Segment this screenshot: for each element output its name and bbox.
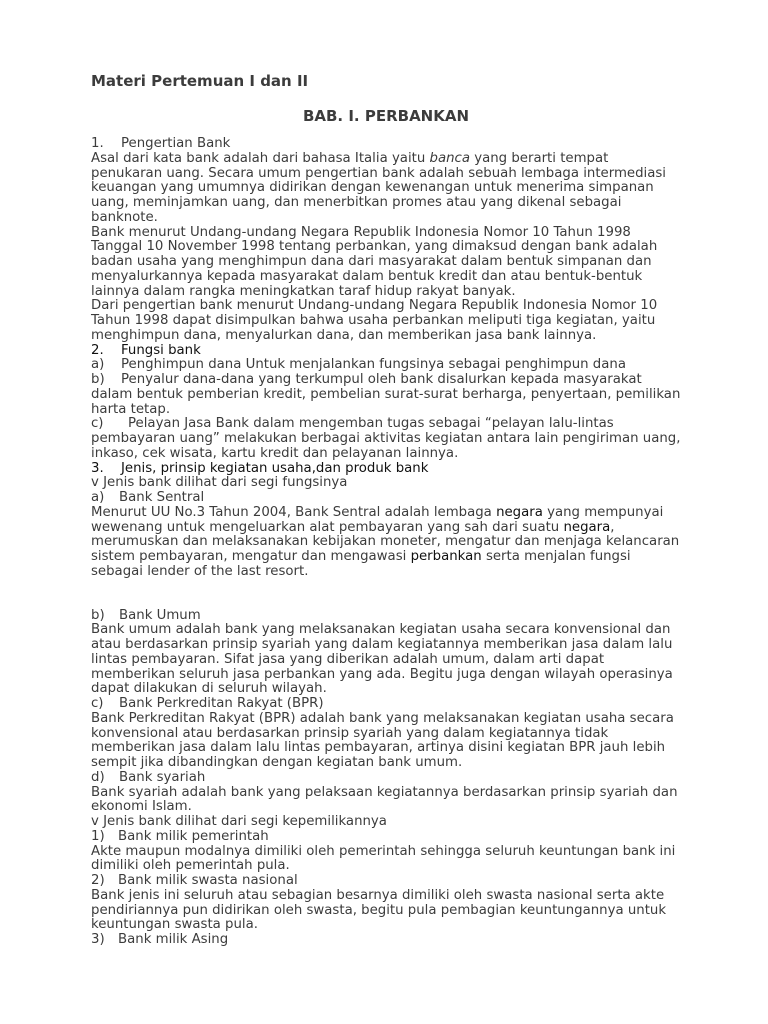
list-item: c) Bank Perkreditan Rakyat (BPR): [91, 696, 324, 711]
paragraph-line: Menurut UU No.3 Tahun 2004, Bank Sentral adalah lembaga negara yang mempunyai: [91, 504, 664, 520]
paragraph-line: badan usaha yang menghimpun dana dari masyarakat dalam bentuk simpanan dan: [91, 254, 652, 269]
paragraph-line: Asal dari kata bank adalah dari bahasa Italia yaitu banca yang berarti tempat: [91, 150, 609, 166]
paragraph-line: dapat dilakukan di seluruh wilayah.: [91, 681, 327, 697]
list-item: c) Pelayan Jasa Bank dalam mengemban tugas sebagai “pelayan lalu-lintas: [91, 416, 614, 432]
paragraph-line: ekonomi Islam.: [91, 799, 192, 815]
paragraph-line: Bank umum adalah bank yang melaksanakan kegiatan usaha secara konvensional dan: [91, 622, 671, 638]
list-item: d) Bank syariah: [91, 769, 206, 785]
paragraph-line: menyalurkannya kepada masyarakat dalam bentuk kredit dan atau bentuk-bentuk: [91, 268, 643, 284]
link-negara: negara: [563, 519, 611, 535]
paragraph-line: dalam bentuk pemberian kredit, pembelian surat-surat berharga, penyertaan, pemilikan: [91, 386, 681, 402]
document-body: [91, 137, 681, 948]
list-item: 1) Bank milik pemerintah: [91, 828, 269, 844]
subheading: v Jenis bank dilihat dari segi fungsinya: [91, 475, 348, 491]
paragraph-line: uang, meminjamkan uang, dan menerbitkan promes atau yang dikenal sebagai: [91, 195, 622, 210]
paragraph-line: pendiriannya pun didirikan oleh swasta, begitu pula pembagian keuntungannya untuk: [91, 902, 667, 918]
section-heading: 3. Jenis, prinsip kegiatan usaha,dan produk bank: [91, 460, 429, 476]
section-heading: 1. Pengertian Bank: [91, 136, 231, 151]
paragraph-line: keuangan yang umumnya didirikan dengan kewenangan untuk menerima simpanan: [91, 180, 654, 196]
paragraph-line: Bank Perkreditan Rakyat (BPR) adalah bank yang melaksanakan kegiatan usaha secara: [91, 710, 674, 726]
paragraph-line: pembayaran uang” melakukan berbagai aktivitas kegiatan antara lain pengiriman uang,: [91, 431, 681, 446]
paragraph-line: sempit jika dibandingkan dengan kegiatan bank umum.: [91, 755, 463, 770]
paragraph-line: Dari pengertian bank menurut Undang-undang Negara Republik Indonesia Nomor 10: [91, 298, 658, 314]
paragraph-line: penukaran uang. Secara umum pengertian bank adalah sebuah lembaga intermediasi: [91, 165, 666, 181]
list-item: 3) Bank milik Asing: [91, 932, 229, 947]
list-item: b) Bank Umum: [91, 607, 201, 623]
paragraph-line: harta tetap.: [91, 401, 171, 417]
paragraph-line: memberikan jasa dalam lalu lintas pembayaran, artinya disini kegiatan BPR jauh lebih: [91, 740, 666, 756]
paragraph-line: konvensional atau berdasarkan prinsip syariah yang dalam kegiatannya tidak: [91, 725, 609, 741]
paragraph-line: sebagai lender of the last resort.: [91, 563, 309, 579]
link-perbankan: perbankan: [410, 549, 482, 564]
paragraph-line: Tanggal 10 November 1998 tentang perbankan, yang dimaksud dengan bank adalah: [91, 239, 658, 255]
paragraph-line: lintas pembayaran. Sifat jasa yang diberikan adalah umum, dalam arti dapat: [91, 651, 605, 667]
list-item: 2) Bank milik swasta nasional: [91, 873, 298, 888]
paragraph-line: keuntungan swasta pula.: [91, 917, 258, 933]
paragraph-line: wewenang untuk mengeluarkan alat pembayaran yang sah dari suatu negara,: [91, 519, 615, 535]
paragraph-line: banknote.: [91, 209, 158, 225]
paragraph-line: Bank syariah adalah bank yang pelaksaan kegiatannya berdasarkan prinsip syariah dan: [91, 784, 678, 800]
spacer: [91, 580, 681, 609]
paragraph-line: Bank menurut Undang-undang Negara Republik Indonesia Nomor 10 Tahun 1998: [91, 224, 631, 240]
paragraph-line: merumuskan dan melaksanakan kebijakan moneter, mengatur dan menjaga kelancaran: [91, 534, 680, 550]
link-negara: negara: [496, 504, 543, 520]
paragraph-line: atau berdasarkan prinsip syariah yang dalam kegiatannya memberikan jasa dalam lalu: [91, 637, 673, 652]
section-heading: 2. Fungsi bank: [91, 342, 201, 358]
paragraph-line: lainnya dalam rangka meningkatkan taraf hidup rakyat banyak.: [91, 283, 516, 299]
list-item: a) Bank Sentral: [91, 490, 205, 505]
chapter-heading: BAB. I. PERBANKAN: [302, 107, 470, 125]
paragraph-line: Bank jenis ini seluruh atau sebagian besarnya dimiliki oleh swasta nasional serta akte: [91, 887, 665, 903]
paragraph-line: memberikan seluruh jasa perbankan yang ada. Begitu juga dengan wilayah operasinya: [91, 666, 673, 682]
subheading: v Jenis bank dilihat dari segi kepemilikannya: [91, 814, 387, 829]
paragraph-line: menghimpun dana, menyalurkan dana, dan memberikan jasa bank lainnya.: [91, 327, 597, 343]
paragraph-line: Tahun 1998 dapat disimpulkan bahwa usaha perbankan meliputi tiga kegiatan, yaitu: [91, 313, 656, 328]
document-title: Materi Pertemuan I dan II: [91, 72, 309, 90]
list-item: b) Penyalur dana-dana yang terkumpul oleh bank disalurkan kepada masyarakat: [91, 372, 642, 387]
paragraph-line: inkaso, cek wisata, kartu kredit dan pelayanan lainnya.: [91, 445, 459, 461]
paragraph-line: Akte maupun modalnya dimiliki oleh pemerintah sehingga seluruh keuntungan bank ini: [91, 843, 676, 859]
paragraph-line: dimiliki oleh pemerintah pula.: [91, 858, 290, 874]
paragraph-line: sistem pembayaran, mengatur dan mengawasi perbankan serta menjalan fungsi: [91, 549, 631, 564]
list-item: a) Penghimpun dana Untuk menjalankan fungsinya sebagai penghimpun dana: [91, 357, 626, 373]
